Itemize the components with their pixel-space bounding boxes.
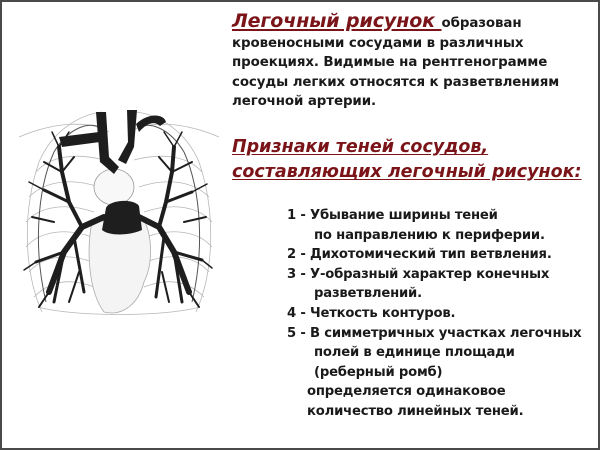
criteria-item-1: 1 - Убывание ширины теней xyxy=(287,208,498,223)
criteria-item-5-cont: количество линейных теней. xyxy=(307,403,524,419)
criteria-item-5-cont: определяется одинаковое xyxy=(307,384,506,400)
term-heading: Легочный рисунок xyxy=(232,10,442,32)
criteria-heading-line: Признаки теней сосудов, xyxy=(232,137,489,157)
criteria-heading-line: составляющих легочный рисунок: xyxy=(232,162,582,182)
criteria-item-2: 2 - Дихотомический тип ветвления. xyxy=(287,247,552,263)
criteria-item-4: 4 - Четкость контуров. xyxy=(287,305,456,321)
intro-line: проекциях. Видимые на рентгенограмме xyxy=(232,55,548,70)
intro-first-line xyxy=(232,12,592,34)
intro-line: сосуды легких относятся к разветвлениям xyxy=(232,74,560,90)
heart-silhouette xyxy=(89,169,150,313)
criteria-item-5: 5 - В симметричных участках легочных xyxy=(287,325,582,341)
intro-paragraph xyxy=(232,12,592,112)
criteria-item-5-cont: (реберный ромб) xyxy=(314,364,443,380)
criteria-list xyxy=(287,206,587,422)
criteria-item-3: 3 - У-образный характер конечных xyxy=(287,266,550,282)
lung-vessels-illustration xyxy=(14,102,224,322)
criteria-item-1-cont: по направлению к периферии. xyxy=(314,227,545,243)
intro-text: образован xyxy=(441,16,522,31)
intro-line: кровеносными сосудами в различных xyxy=(232,35,524,51)
pulmonary-vessel-tree-right xyxy=(139,132,212,307)
criteria-heading xyxy=(232,135,592,185)
intro-line: легочной артерии. xyxy=(232,94,376,109)
criteria-item-3-cont: разветвлений. xyxy=(314,286,422,302)
criteria-item-5-cont: полей в единице площади xyxy=(314,345,515,361)
